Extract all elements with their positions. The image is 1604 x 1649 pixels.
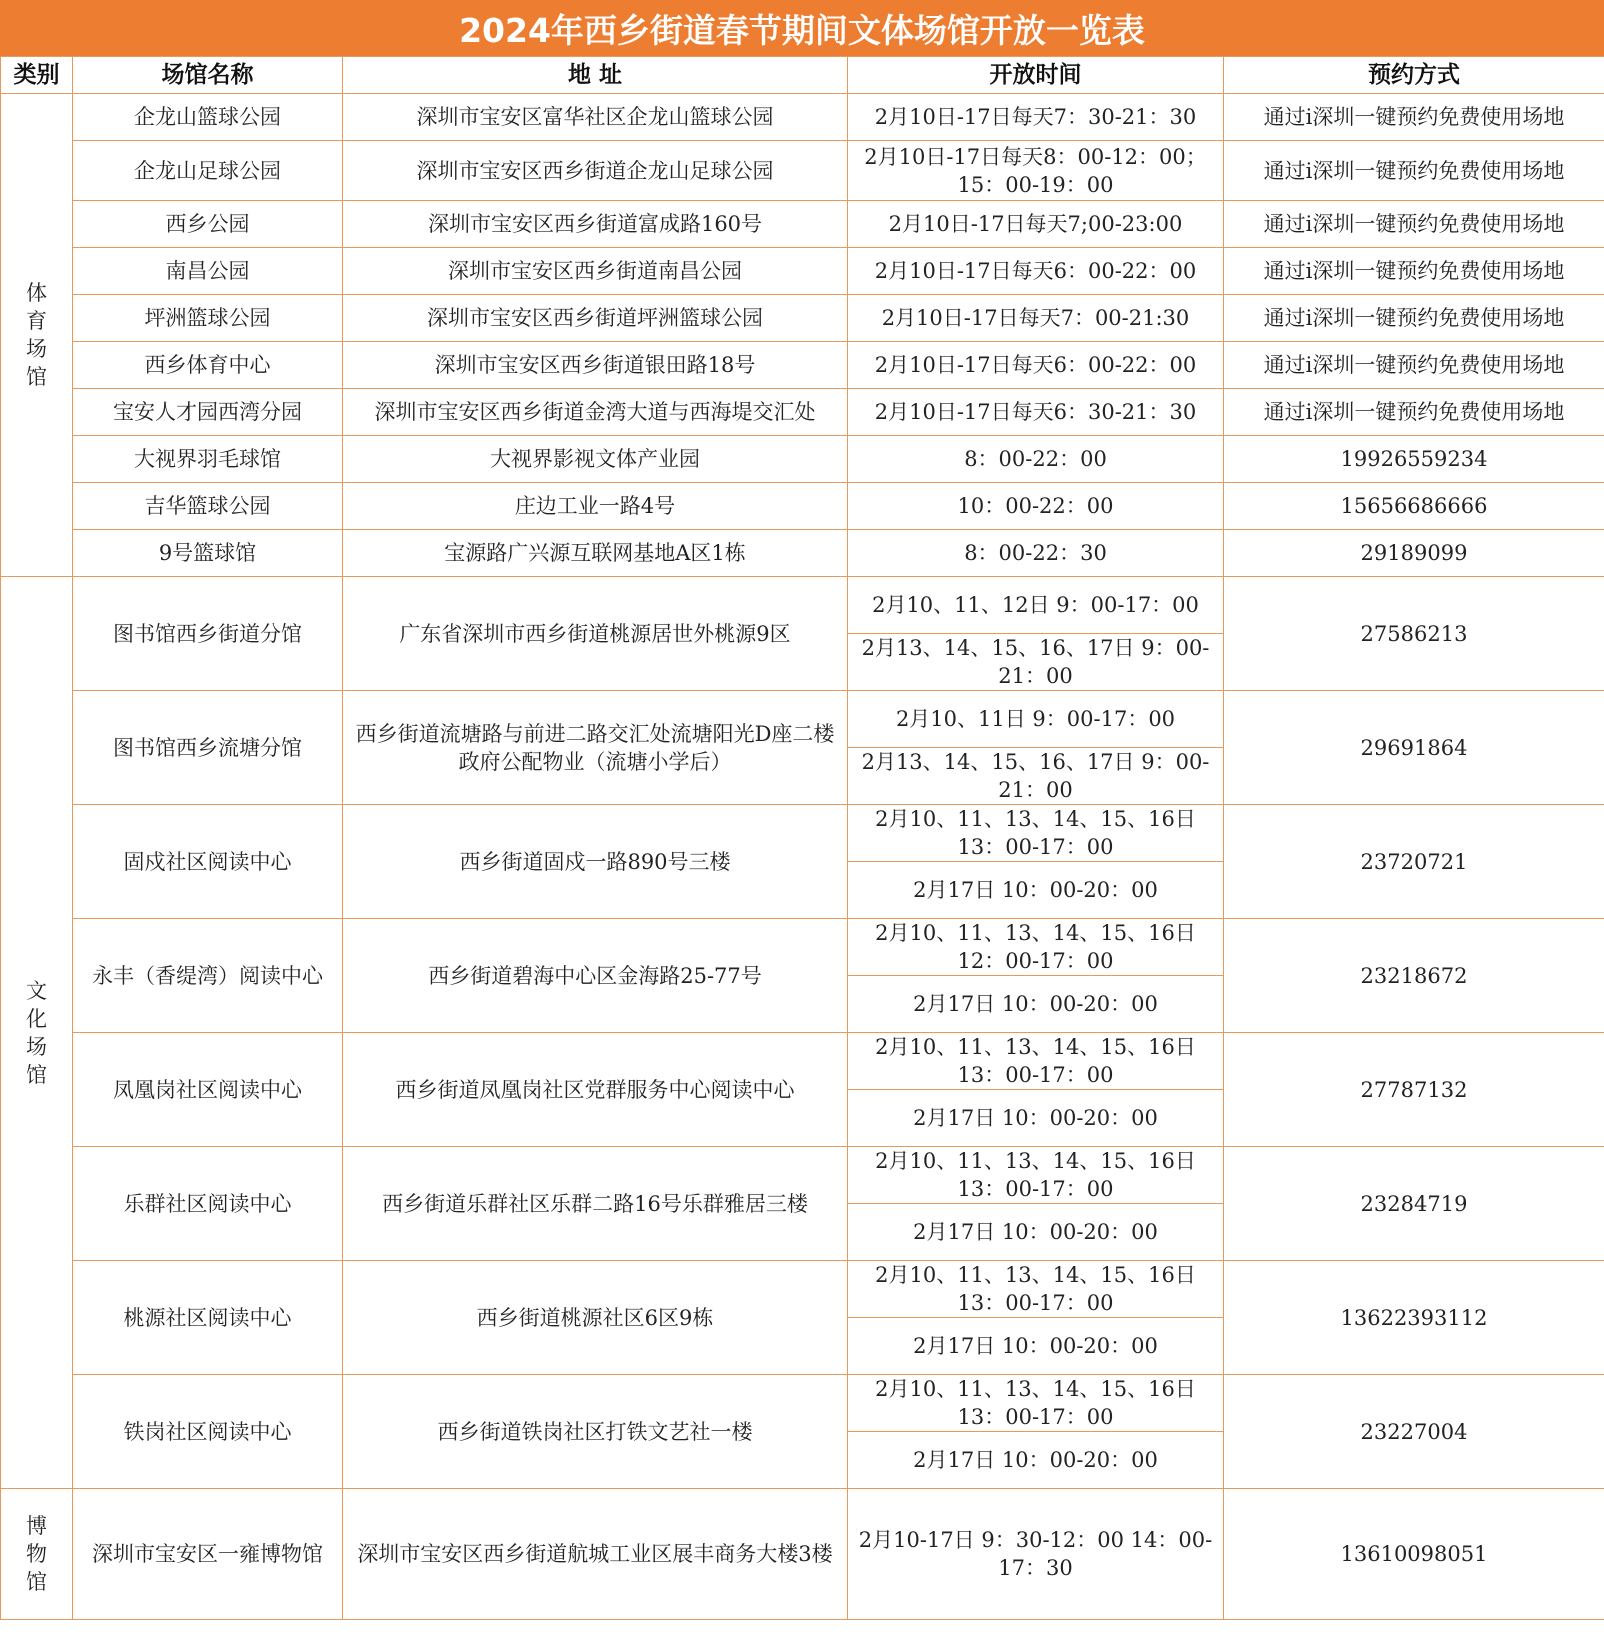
venue-booking: 19926559234 (1224, 436, 1604, 483)
venue-address: 西乡街道碧海中心区金海路25-77号 (343, 919, 848, 1033)
venue-name: 永丰（香缇湾）阅读中心 (73, 919, 343, 1033)
venue-hours: 2月13、14、15、16、17日 9：00-21：00 (848, 634, 1224, 691)
venue-address: 西乡街道铁岗社区打铁文艺社一楼 (343, 1375, 848, 1489)
header-address: 地 址 (343, 57, 848, 94)
category-char: 场 (26, 1034, 47, 1059)
header-hours: 开放时间 (848, 57, 1224, 94)
venue-hours: 2月17日 10：00-20：00 (848, 1090, 1224, 1147)
table-row (1, 691, 1604, 748)
venue-booking: 通过i深圳一键预约免费使用场地 (1224, 94, 1604, 141)
table-row (1, 530, 1604, 577)
venue-name: 图书馆西乡流塘分馆 (73, 691, 343, 805)
venue-hours: 2月10日-17日每天6：00-22：00 (848, 248, 1224, 295)
venue-booking: 23218672 (1224, 919, 1604, 1033)
table-row (1, 1489, 1604, 1620)
table-row (1, 1375, 1604, 1432)
venue-hours: 2月10、11、13、14、15、16日 13：00-17：00 (848, 1147, 1224, 1204)
table-row (1, 201, 1604, 248)
venue-name: 固戍社区阅读中心 (73, 805, 343, 919)
table-row (1, 577, 1604, 634)
venue-address: 西乡街道固戍一路890号三楼 (343, 805, 848, 919)
venue-booking: 通过i深圳一键预约免费使用场地 (1224, 201, 1604, 248)
venue-hours: 2月10日-17日每天7：00-21:30 (848, 295, 1224, 342)
table-row (1, 1033, 1604, 1090)
venue-table (0, 56, 1604, 1620)
venue-hours: 2月10日-17日每天6：30-21：30 (848, 389, 1224, 436)
category-char: 馆 (26, 1570, 47, 1594)
venue-address: 大视界影视文体产业园 (343, 436, 848, 483)
venue-address: 深圳市宝安区西乡街道银田路18号 (343, 342, 848, 389)
venue-name: 铁岗社区阅读中心 (73, 1375, 343, 1489)
venue-name: 宝安人才园西湾分园 (73, 389, 343, 436)
venue-booking: 29691864 (1224, 691, 1604, 805)
venue-hours: 2月10、11、12日 9：00-17：00 (848, 577, 1224, 634)
header-category: 类别 (1, 57, 73, 94)
venue-hours: 2月17日 10：00-20：00 (848, 976, 1224, 1033)
header-row (1, 57, 1604, 94)
header-name: 场馆名称 (73, 57, 343, 94)
venue-hours: 8：00-22：00 (848, 436, 1224, 483)
venue-hours: 2月17日 10：00-20：00 (848, 1204, 1224, 1261)
venue-hours: 2月10、11、13、14、15、16日 13：00-17：00 (848, 1261, 1224, 1318)
table-row (1, 1147, 1604, 1204)
venue-name: 西乡体育中心 (73, 342, 343, 389)
category-char: 育 (26, 309, 47, 333)
venue-name: 大视界羽毛球馆 (73, 436, 343, 483)
venue-hours: 2月17日 10：00-20：00 (848, 1432, 1224, 1489)
venue-hours: 2月17日 10：00-20：00 (848, 1318, 1224, 1375)
category-char: 博 (26, 1514, 47, 1538)
category-char: 场 (26, 337, 47, 361)
category-char: 馆 (26, 365, 47, 389)
category-museum (1, 1489, 73, 1620)
venue-hours: 2月10日-17日每天7：30-21：30 (848, 94, 1224, 141)
venue-name: 桃源社区阅读中心 (73, 1261, 343, 1375)
venue-name: 西乡公园 (73, 201, 343, 248)
venue-booking: 通过i深圳一键预约免费使用场地 (1224, 141, 1604, 201)
venue-hours: 2月10、11、13、14、15、16日 12：00-17：00 (848, 919, 1224, 976)
table-row (1, 389, 1604, 436)
table-row (1, 295, 1604, 342)
table-row (1, 483, 1604, 530)
table-row (1, 248, 1604, 295)
venue-booking: 27787132 (1224, 1033, 1604, 1147)
table-row (1, 342, 1604, 389)
venue-address: 西乡街道乐群社区乐群二路16号乐群雅居三楼 (343, 1147, 848, 1261)
table-row (1, 919, 1604, 976)
category-char: 馆 (26, 1062, 47, 1087)
venue-address: 庄边工业一路4号 (343, 483, 848, 530)
table-row (1, 436, 1604, 483)
venue-booking: 通过i深圳一键预约免费使用场地 (1224, 248, 1604, 295)
venue-booking: 15656686666 (1224, 483, 1604, 530)
venue-address: 深圳市宝安区西乡街道富成路160号 (343, 201, 848, 248)
venue-name: 企龙山篮球公园 (73, 94, 343, 141)
category-sports (1, 94, 73, 577)
venue-hours: 2月10日-17日每天6：00-22：00 (848, 342, 1224, 389)
venue-address: 深圳市宝安区西乡街道企龙山足球公园 (343, 141, 848, 201)
venue-name: 坪洲篮球公园 (73, 295, 343, 342)
venue-booking: 通过i深圳一键预约免费使用场地 (1224, 295, 1604, 342)
venue-booking: 13610098051 (1224, 1489, 1604, 1620)
venue-hours: 2月13、14、15、16、17日 9：00-21：00 (848, 748, 1224, 805)
venue-name: 吉华篮球公园 (73, 483, 343, 530)
table-row (1, 141, 1604, 201)
venue-booking: 通过i深圳一键预约免费使用场地 (1224, 389, 1604, 436)
venue-hours: 2月10日-17日每天8：00-12：00；15：00-19：00 (848, 141, 1224, 201)
venue-address: 深圳市宝安区西乡街道坪洲篮球公园 (343, 295, 848, 342)
venue-hours: 2月10、11日 9：00-17：00 (848, 691, 1224, 748)
page-title: 2024年西乡街道春节期间文体场馆开放一览表 (0, 0, 1604, 56)
venue-address: 深圳市宝安区西乡街道航城工业区展丰商务大楼3楼 (343, 1489, 848, 1620)
venue-hours: 8：00-22：30 (848, 530, 1224, 577)
venue-booking: 23720721 (1224, 805, 1604, 919)
venue-name: 图书馆西乡街道分馆 (73, 577, 343, 691)
category-culture (1, 577, 73, 1489)
header-booking: 预约方式 (1224, 57, 1604, 94)
venue-address: 宝源路广兴源互联网基地A区1栋 (343, 530, 848, 577)
venue-booking: 13622393112 (1224, 1261, 1604, 1375)
venue-name: 企龙山足球公园 (73, 141, 343, 201)
venue-address: 西乡街道凤凰岗社区党群服务中心阅读中心 (343, 1033, 848, 1147)
venue-hours: 2月10-17日 9：30-12：00 14：00-17：30 (848, 1489, 1224, 1620)
venue-address: 深圳市宝安区富华社区企龙山篮球公园 (343, 94, 848, 141)
venue-name: 9号篮球馆 (73, 530, 343, 577)
venue-booking: 通过i深圳一键预约免费使用场地 (1224, 342, 1604, 389)
category-char: 物 (26, 1542, 47, 1566)
category-char: 文 (26, 978, 47, 1003)
venue-hours: 2月10、11、13、14、15、16日 13：00-17：00 (848, 1033, 1224, 1090)
venue-booking: 27586213 (1224, 577, 1604, 691)
category-char: 化 (26, 1006, 47, 1031)
table-row (1, 1261, 1604, 1318)
category-char: 体 (26, 281, 47, 305)
venue-booking: 23227004 (1224, 1375, 1604, 1489)
table-row (1, 805, 1604, 862)
venue-booking: 29189099 (1224, 530, 1604, 577)
venue-hours: 2月10、11、13、14、15、16日 13：00-17：00 (848, 805, 1224, 862)
venue-name: 南昌公园 (73, 248, 343, 295)
venue-booking: 23284719 (1224, 1147, 1604, 1261)
venue-address: 深圳市宝安区西乡街道南昌公园 (343, 248, 848, 295)
venue-hours: 10：00-22：00 (848, 483, 1224, 530)
venue-name: 深圳市宝安区一雍博物馆 (73, 1489, 343, 1620)
venue-address: 广东省深圳市西乡街道桃源居世外桃源9区 (343, 577, 848, 691)
venue-address: 深圳市宝安区西乡街道金湾大道与西海堤交汇处 (343, 389, 848, 436)
venue-hours: 2月10日-17日每天7;00-23:00 (848, 201, 1224, 248)
venue-name: 乐群社区阅读中心 (73, 1147, 343, 1261)
table-row (1, 94, 1604, 141)
venue-address: 西乡街道流塘路与前进二路交汇处流塘阳光D座二楼政府公配物业（流塘小学后） (343, 691, 848, 805)
venue-hours: 2月10、11、13、14、15、16日 13：00-17：00 (848, 1375, 1224, 1432)
venue-name: 凤凰岗社区阅读中心 (73, 1033, 343, 1147)
venue-address: 西乡街道桃源社区6区9栋 (343, 1261, 848, 1375)
venue-hours: 2月17日 10：00-20：00 (848, 862, 1224, 919)
